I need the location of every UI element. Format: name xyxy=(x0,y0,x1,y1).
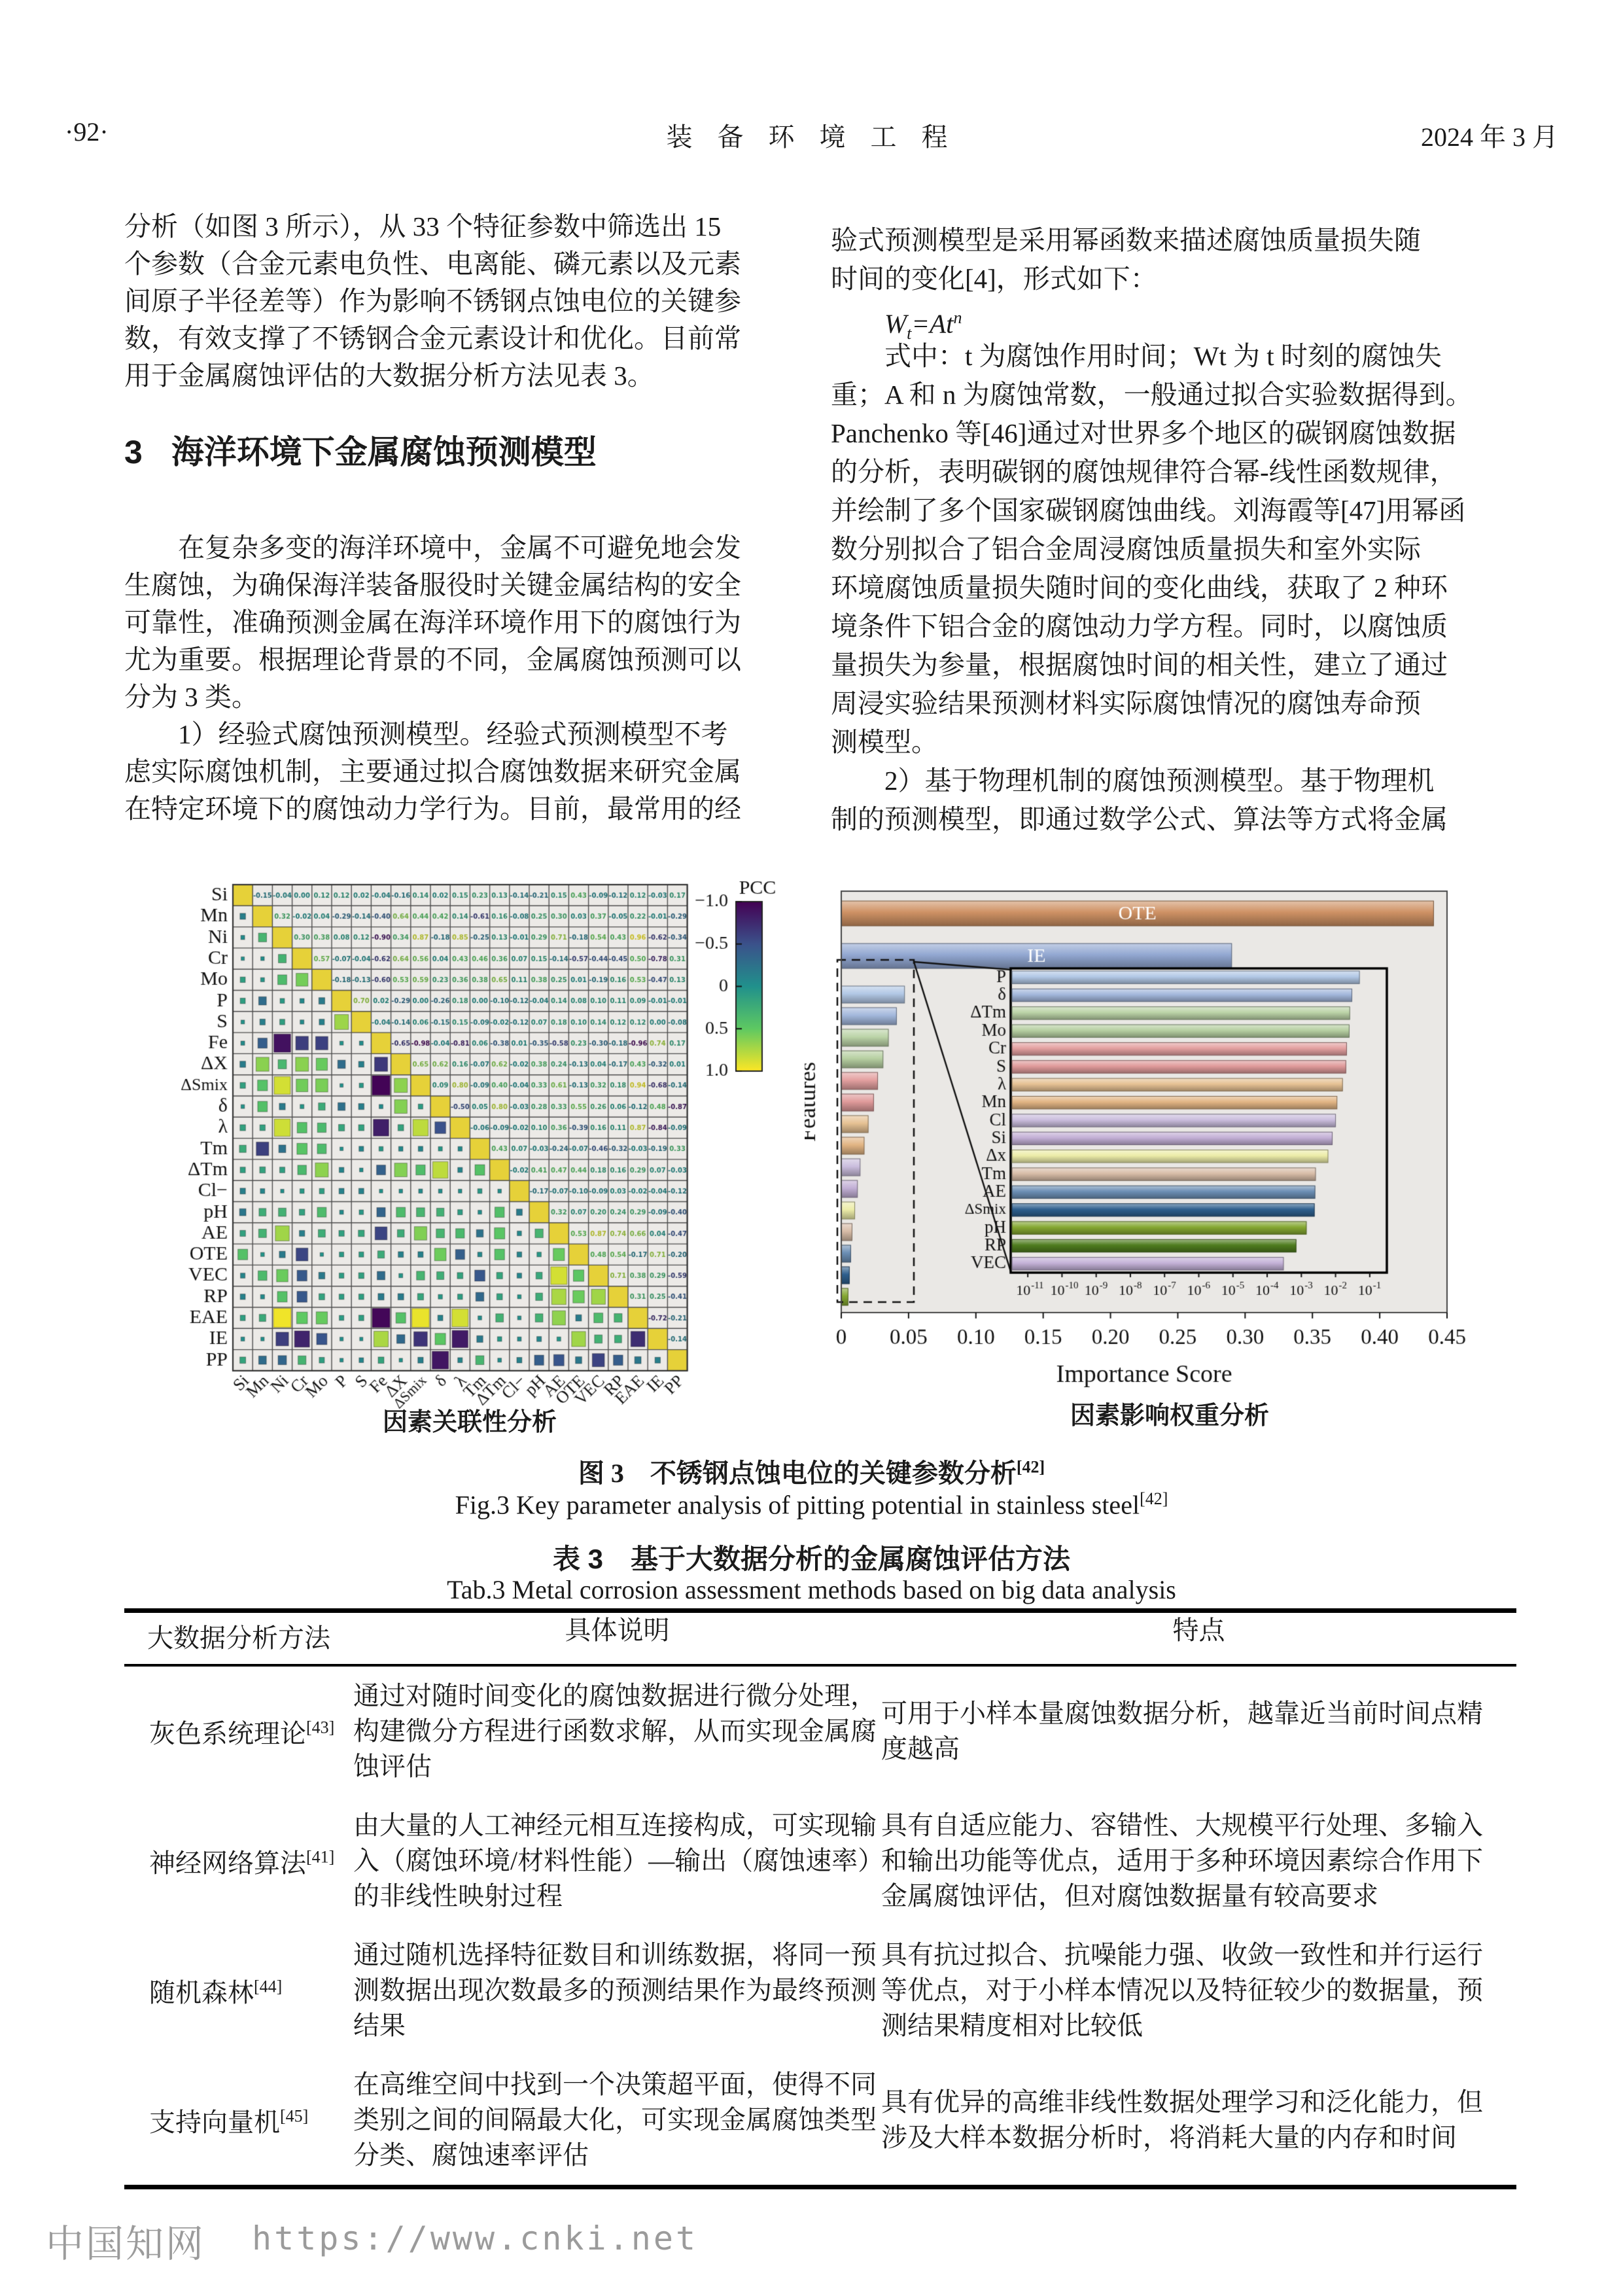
paragraph xyxy=(831,337,1519,839)
equation-body: =At xyxy=(911,308,954,339)
text-line: 构建微分方程进行函数求解，从而实现金属腐 xyxy=(353,1716,877,1746)
table-row xyxy=(124,1796,1516,1926)
text-line: 时间的变化[4]，形式如下： xyxy=(831,264,1157,294)
text-line: 验式预测模型是采用幂函数来描述腐蚀质量损失随 xyxy=(831,225,1421,255)
method-description xyxy=(353,1678,881,1784)
table-title-en: Tab.3 Metal corrosion assessment methods based on big data analysis xyxy=(447,1575,1176,1604)
text-line: 环境腐蚀质量损失随时间的变化曲线，获取了 2 种环 xyxy=(831,573,1448,603)
table-header-cell: 具体说明 xyxy=(565,1616,670,1645)
figure-caption-zh-text: 图 3 不锈钢点蚀电位的关键参数分析 xyxy=(578,1458,1017,1488)
page-header xyxy=(65,116,1558,150)
cnki-url: https://www.cnki.net xyxy=(252,2219,699,2257)
method-reference: [45] xyxy=(280,2106,309,2126)
text-line: 在特定环境下的腐蚀动力学行为。目前，最常用的经 xyxy=(124,794,741,824)
text-line: 入（腐蚀环境/材料性能）—输出（腐蚀速率） xyxy=(353,1846,884,1875)
table-body xyxy=(124,1667,1516,2185)
text-line: 类别之间的间隔最大化，可实现金属腐蚀类型 xyxy=(353,2105,877,2134)
heatmap-subcaption: 因素关联性分析 xyxy=(382,1409,557,1436)
left-column xyxy=(124,208,811,828)
text-line: 可用于小样本量腐蚀数据分析，越靠近当前时间点精 xyxy=(881,1699,1483,1728)
text-line: 通过对随时间变化的腐蚀数据进行微分处理， xyxy=(353,1681,877,1710)
text-line: 1）经验式腐蚀预测模型。经验式预测模型不考 xyxy=(124,719,728,749)
table-title-zh: 表 3 基于大数据分析的金属腐蚀评估方法 xyxy=(552,1544,1071,1574)
table-row xyxy=(124,1926,1516,2055)
cnki-watermark: 中国知网 xyxy=(46,2223,206,2265)
text-line: 尤为重要。根据理论背景的不同，金属腐蚀预测可以 xyxy=(124,645,741,675)
figure-caption-en xyxy=(0,1489,1623,1520)
text-line: 蚀评估 xyxy=(353,1752,432,1781)
text-line: 在复杂多变的海洋环境中，金属不可避免地会发 xyxy=(124,533,741,563)
text-line: 并绘制了多个国家碳钢腐蚀曲线。刘海霞等[47]用幂函 xyxy=(831,495,1466,525)
text-line: Panchenko 等[46]通过对世界多个地区的碳钢腐蚀数据 xyxy=(831,418,1456,448)
methods-table xyxy=(124,1608,1516,2189)
paragraph xyxy=(124,208,811,395)
text-line: 数，有效支撑了不锈钢合金元素设计和优化。目前常 xyxy=(124,323,741,353)
method-reference: [44] xyxy=(254,1977,283,1996)
table-row xyxy=(124,1667,1516,1796)
method-features xyxy=(881,1937,1516,2043)
text-line: 度越高 xyxy=(881,1734,960,1763)
table-header-row xyxy=(124,1613,1516,1667)
equation-subscript: t xyxy=(907,323,912,343)
text-line: 间原子半径差等）作为影响不锈钢点蚀电位的关键参 xyxy=(124,286,741,316)
text-line: 数分别拟合了铝合金周浸腐蚀质量损失和室外实际 xyxy=(831,534,1421,564)
text-line: 的非线性映射过程 xyxy=(353,1881,563,1911)
method-reference: [41] xyxy=(306,1847,335,1867)
text-line: 具有抗过拟合、抗噪能力强、收敛一致性和并行运行 xyxy=(881,1940,1483,1969)
text-line: 由大量的人工神经元相互连接构成，可实现输 xyxy=(353,1810,877,1840)
method-name: 神经网络算法[41] xyxy=(149,1847,335,1878)
text-line: 结果 xyxy=(353,2011,406,2040)
text-line: 虑实际腐蚀机制，主要通过拟合腐蚀数据来研究金属 xyxy=(124,756,741,786)
text-line: 金属腐蚀评估，但对腐蚀数据量有较高要求 xyxy=(881,1881,1378,1911)
text-line: 测结果精度相对比较低 xyxy=(881,2011,1143,2040)
text-line: 周浸实验结果预测材料实际腐蚀情况的腐蚀寿命预 xyxy=(831,688,1421,718)
text-line: 涉及大样本数据分析时，将消耗大量的内存和时间 xyxy=(881,2123,1457,2152)
figure-caption-en-text: Fig.3 Key parameter analysis of pitting potential in stainless steel xyxy=(455,1490,1140,1520)
text-line: 可靠性，准确预测金属在海洋环境作用下的腐蚀行为 xyxy=(124,607,741,637)
text-line: 测模型。 xyxy=(831,727,938,757)
text-line: 生腐蚀，为确保海洋装备服役时关键金属结构的安全 xyxy=(124,570,741,600)
text-line: 分为 3 类。 xyxy=(124,682,258,712)
figure-caption-zh xyxy=(0,1453,1623,1490)
method-name: 随机森林[44] xyxy=(149,1977,283,2007)
method-reference: [43] xyxy=(306,1718,335,1737)
section-title: 海洋环境下金属腐蚀预测模型 xyxy=(171,434,597,470)
figure-caption-zh-ref: [42] xyxy=(1016,1457,1045,1477)
text-line: 个参数（合金元素电负性、电离能、磷元素以及元素 xyxy=(124,249,741,279)
method-features xyxy=(881,1808,1516,1914)
text-line: 的分析，表明碳钢的腐蚀规律符合幂-线性函数规律， xyxy=(831,457,1457,487)
text-line: 在高维空间中找到一个决策超平面，使得不同 xyxy=(353,2070,877,2099)
text-line: 境条件下铝合金的腐蚀动力学方程。同时，以腐蚀质 xyxy=(831,611,1448,641)
text-line: 分类、腐蚀速率评估 xyxy=(353,2140,589,2170)
text-line: 和输出功能等优点，适用于多种环境因素综合作用下 xyxy=(881,1846,1483,1875)
text-line: 制的预测模型，即通过数学公式、算法等方式将金属 xyxy=(831,804,1448,834)
text-line: 具有自适应能力、容错性、大规模平行处理、多输入 xyxy=(881,1810,1483,1840)
journal-title: 装 备 环 境 工 程 xyxy=(666,122,957,152)
text-line: 式中：t 为腐蚀作用时间；Wt 为 t 时刻的腐蚀失 xyxy=(831,341,1442,371)
text-line: 重；A 和 n 为腐蚀常数，一般通过拟合实验数据得到。 xyxy=(831,380,1473,410)
paragraph xyxy=(124,529,811,716)
page-number: ·92· xyxy=(65,117,109,147)
issue-date: 2024 年 3 月 xyxy=(1421,122,1558,152)
table-row xyxy=(124,2055,1516,2185)
paragraph xyxy=(124,716,811,828)
importance-bar-chart xyxy=(805,872,1478,1402)
section-number: 3 xyxy=(124,434,143,470)
text-line: 量损失为参量，根据腐蚀时间的相关性，建立了通过 xyxy=(831,650,1448,680)
method-features xyxy=(881,2085,1516,2155)
table-header-cell: 特点 xyxy=(1172,1616,1225,1645)
text-line: 等优点，对于小样本情况以及特征较少的数据量，预 xyxy=(881,1975,1483,2005)
method-description xyxy=(353,1937,881,2043)
text-line: 分析（如图 3 所示），从 33 个特征参数中筛选出 15 xyxy=(124,211,722,241)
text-line: 测数据出现次数最多的预测结果作为最终预测 xyxy=(353,1975,877,2005)
text-line: 用于金属腐蚀评估的大数据分析方法见表 3。 xyxy=(124,361,654,391)
corrosion-power-law-equation xyxy=(831,298,1519,343)
method-description xyxy=(353,2067,881,2173)
equation-exponent: n xyxy=(953,308,962,327)
paragraph xyxy=(831,221,1519,298)
correlation-heatmap xyxy=(147,872,801,1421)
method-description xyxy=(353,1808,884,1914)
right-column xyxy=(831,221,1519,839)
text-line: 通过随机选择特征数目和训练数据，将同一预 xyxy=(353,1940,877,1969)
barchart-subcaption: 因素影响权重分析 xyxy=(1070,1402,1269,1430)
table-header-cell: 大数据分析方法 xyxy=(147,1623,330,1653)
method-name: 灰色系统理论[43] xyxy=(149,1718,335,1748)
method-name: 支持向量机[45] xyxy=(149,2106,309,2137)
text-line: 具有优异的高维非线性数据处理学习和泛化能力，但 xyxy=(881,2087,1483,2117)
text-line: 2）基于物理机制的腐蚀预测模型。基于物理机 xyxy=(831,766,1435,796)
section-heading xyxy=(124,433,811,472)
figure-caption-en-ref: [42] xyxy=(1140,1489,1168,1508)
method-features xyxy=(881,1696,1516,1767)
equation-symbol: W xyxy=(884,308,907,339)
